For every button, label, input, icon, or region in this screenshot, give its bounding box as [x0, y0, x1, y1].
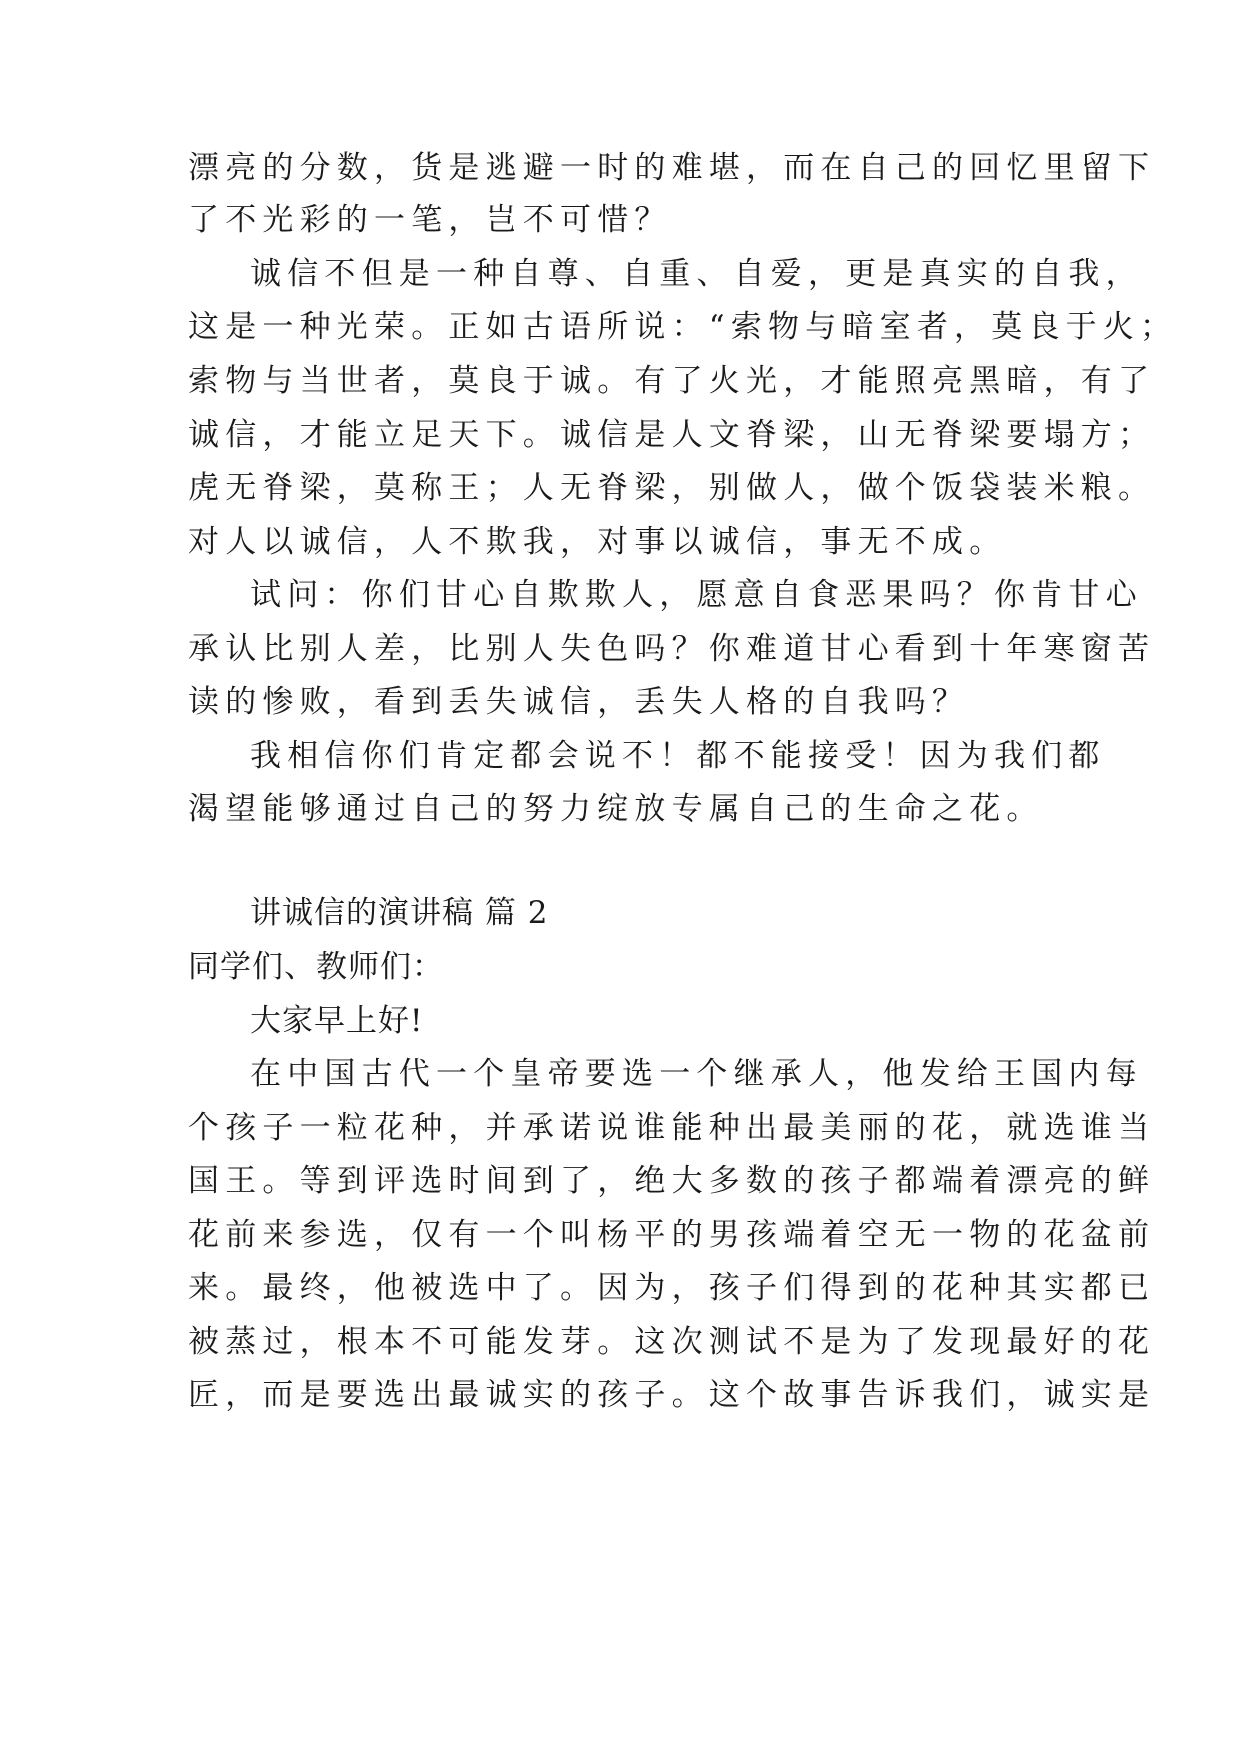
text-line: 对人以诚信，人不欺我，对事以诚信，事无不成。	[188, 524, 1007, 560]
text-line: 个孩子一粒花种，并承诺说谁能种出最美丽的花，就选谁当	[188, 1110, 1156, 1146]
paragraph-first-line: 试问：你们甘心自欺欺人，愿意自食恶果吗？你肯甘心	[250, 577, 1143, 613]
text-line: 虎无脊梁，莫称王；人无脊梁，别做人，做个饭袋装米粮。	[188, 470, 1156, 506]
salutation: 同学们、教师们：	[188, 949, 444, 985]
text-line: 国王。等到评选时间到了，绝大多数的孩子都端着漂亮的鲜	[188, 1163, 1156, 1199]
text-line: 渴望能够通过自己的努力绽放专属自己的生命之花。	[188, 791, 1044, 827]
section-heading: 讲诚信的演讲稿 篇 2	[250, 895, 549, 931]
text-line: 读的惨败，看到丢失诚信，丢失人格的自我吗？	[188, 684, 970, 720]
text-line: 漂亮的分数，货是逃避一时的难堪，而在自己的回忆里留下	[188, 150, 1156, 186]
paragraph-first-line: 在中国古代一个皇帝要选一个继承人，他发给王国内每	[250, 1056, 1143, 1092]
text-line: 来。最终，他被选中了。因为，孩子们得到的花种其实都已	[188, 1270, 1156, 1306]
text-line: 了不光彩的一笔，岂不可惜？	[188, 202, 672, 238]
paragraph-first-line: 诚信不但是一种自尊、自重、自爱，更是真实的自我，	[250, 256, 1143, 292]
text-line: 承认比别人差，比别人失色吗？你难道甘心看到十年寒窗苦	[188, 631, 1156, 667]
greeting: 大家早上好!	[250, 1003, 424, 1039]
text-line: 匠，而是要选出最诚实的孩子。这个故事告诉我们，诚实是	[188, 1377, 1156, 1413]
text-line: 花前来参选，仅有一个叫杨平的男孩端着空无一物的花盆前	[188, 1217, 1156, 1253]
text-line: 诚信，才能立足天下。诚信是人文脊梁，山无脊梁要塌方；	[188, 417, 1156, 453]
text-line: 索物与当世者，莫良于诚。有了火光，才能照亮黑暗，有了	[188, 363, 1156, 399]
paragraph-first-line: 我相信你们肯定都会说不！都不能接受！因为我们都	[250, 738, 1106, 774]
text-line: 被蒸过，根本不可能发芽。这次测试不是为了发现最好的花	[188, 1324, 1156, 1360]
text-line: 这是一种光荣。正如古语所说：“索物与暗室者，莫良于火；	[188, 309, 1178, 345]
